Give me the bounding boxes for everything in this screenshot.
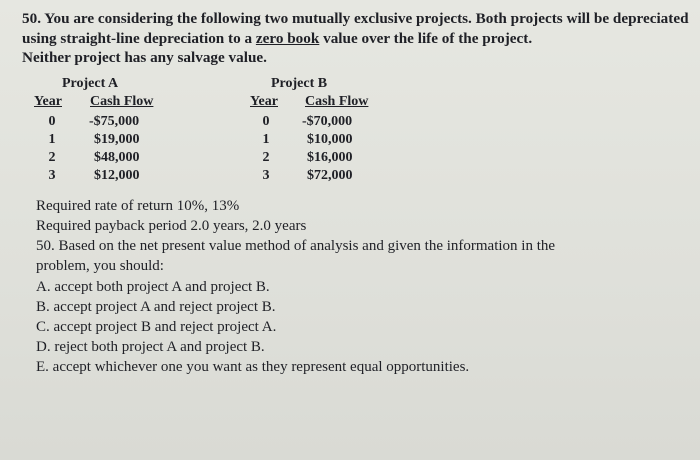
project-a-year-3: 3	[48, 168, 56, 183]
answer-option-e: E. accept whichever one you want as they represent equal opportunities.	[36, 359, 470, 375]
intro-text-2: value over the life of the project.	[319, 29, 533, 47]
intro-underlined-text: zero book	[255, 29, 320, 47]
intro-text-1: 50. You are considering the following two mutually exclusive projects. Both projects will be depreciated using straight-line depreciation to a	[22, 10, 689, 47]
intro-text-3: Neither project has any salvage value.	[22, 49, 267, 66]
project-a-cash-1: $19,000	[94, 132, 140, 147]
question-prompt-line-2: problem, you should:	[36, 258, 164, 274]
project-a-year-1: 1	[48, 132, 56, 147]
project-a-cash-header: Cash Flow	[90, 94, 154, 109]
project-b-cash-3: $72,000	[307, 168, 353, 183]
project-b-year-2: 2	[262, 150, 270, 165]
project-a-year-0: 0	[48, 114, 56, 129]
project-b-cash-0: -$70,000	[302, 114, 353, 129]
payback-period-text: Required payback period 2.0 years, 2.0 years	[36, 218, 307, 234]
answer-option-b: B. accept project A and reject project B.	[36, 299, 276, 315]
answer-option-a: A. accept both project A and project B.	[36, 279, 270, 295]
project-b-title: Project B	[271, 76, 328, 91]
required-rate-text: Required rate of return 10%, 13%	[36, 198, 240, 214]
project-b-cash-2: $16,000	[307, 150, 353, 165]
project-a-year-2: 2	[48, 150, 56, 165]
answer-option-d: D. reject both project A and project B.	[36, 339, 265, 355]
answer-option-c: C. accept project B and reject project A.	[36, 319, 277, 335]
project-b-year-0: 0	[262, 114, 270, 129]
project-a-cash-2: $48,000	[94, 150, 140, 165]
project-b-cash-1: $10,000	[307, 132, 353, 147]
project-a-cash-0: -$75,000	[89, 114, 140, 129]
project-a-title: Project A	[62, 76, 119, 91]
project-a-year-header: Year	[34, 94, 62, 109]
project-b-cash-header: Cash Flow	[305, 94, 369, 109]
question-prompt-line-1: 50. Based on the net present value method of analysis and given the information in the	[36, 238, 556, 254]
question-intro	[22, 9, 692, 68]
project-b-year-3: 3	[262, 168, 270, 183]
project-b-year-header: Year	[250, 94, 278, 109]
project-b-year-1: 1	[262, 132, 270, 147]
project-a-cash-3: $12,000	[94, 168, 140, 183]
